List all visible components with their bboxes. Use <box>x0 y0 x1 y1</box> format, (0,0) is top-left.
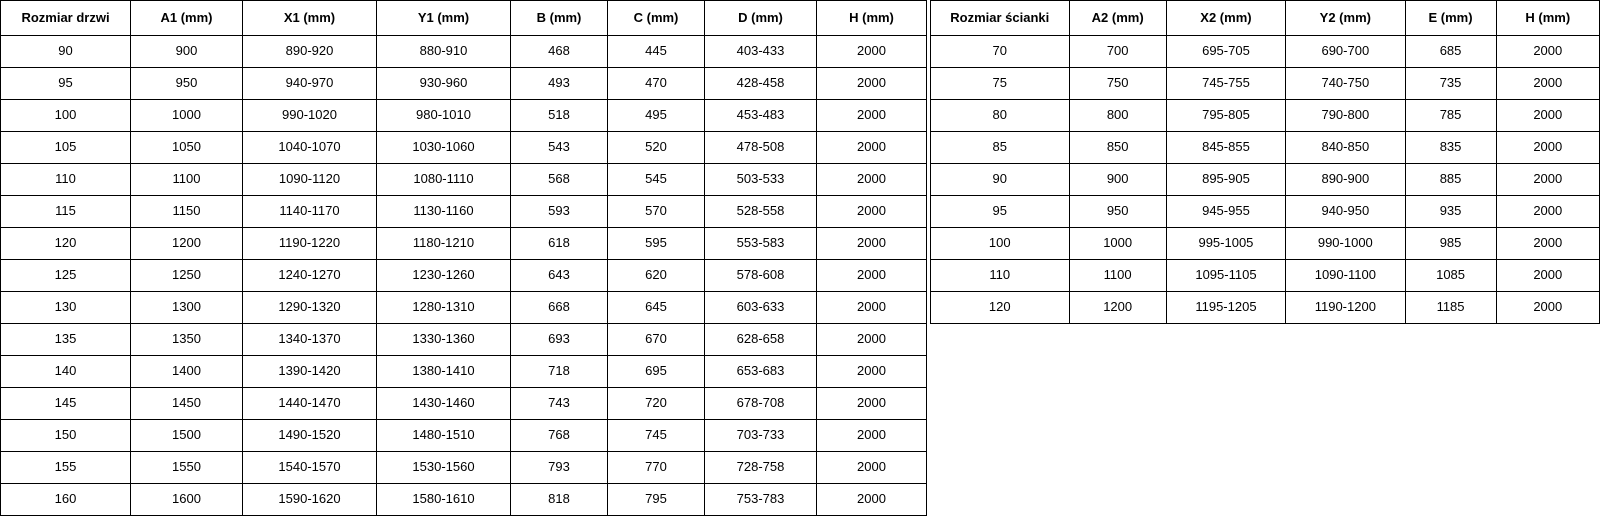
table-cell: 578-608 <box>705 260 817 292</box>
table-cell: 1040-1070 <box>243 132 377 164</box>
table-cell: 2000 <box>817 132 927 164</box>
table-cell: 1130-1160 <box>377 196 511 228</box>
table-row <box>1 132 927 164</box>
table-cell: 620 <box>608 260 705 292</box>
table-cell: 1530-1560 <box>377 452 511 484</box>
table-cell: 1000 <box>1069 228 1166 260</box>
table-cell: 1140-1170 <box>243 196 377 228</box>
table-cell: 543 <box>511 132 608 164</box>
table-cell: 1095-1105 <box>1166 260 1285 292</box>
table-cell: 750 <box>1069 68 1166 100</box>
table-cell: 518 <box>511 100 608 132</box>
table-cell: 110 <box>1 164 131 196</box>
table-row <box>931 196 1600 228</box>
table-cell: 735 <box>1405 68 1496 100</box>
column-header: C (mm) <box>608 1 705 36</box>
table-cell: 693 <box>511 324 608 356</box>
table-cell: 900 <box>131 36 243 68</box>
table-cell: 453-483 <box>705 100 817 132</box>
table-cell: 700 <box>1069 36 1166 68</box>
table-cell: 1430-1460 <box>377 388 511 420</box>
table-cell: 495 <box>608 100 705 132</box>
table-cell: 95 <box>931 196 1070 228</box>
table-cell: 2000 <box>817 292 927 324</box>
column-header: Rozmiar drzwi <box>1 1 131 36</box>
table-cell: 1240-1270 <box>243 260 377 292</box>
table-cell: 85 <box>931 132 1070 164</box>
table-cell: 2000 <box>817 164 927 196</box>
table-cell: 990-1000 <box>1286 228 1405 260</box>
table-cell: 895-905 <box>1166 164 1285 196</box>
table-cell: 753-783 <box>705 484 817 516</box>
table-cell: 703-733 <box>705 420 817 452</box>
table-cell: 2000 <box>817 100 927 132</box>
table-cell: 100 <box>1 100 131 132</box>
table-cell: 945-955 <box>1166 196 1285 228</box>
table-row <box>931 292 1600 324</box>
table-cell: 880-910 <box>377 36 511 68</box>
walls-size-table-container <box>930 0 1600 324</box>
table-cell: 1090-1120 <box>243 164 377 196</box>
table-cell: 818 <box>511 484 608 516</box>
walls-table-body <box>931 36 1600 324</box>
table-cell: 2000 <box>1496 260 1599 292</box>
table-header-row <box>931 1 1600 36</box>
table-cell: 1280-1310 <box>377 292 511 324</box>
walls-size-table <box>930 0 1600 324</box>
column-header: Y1 (mm) <box>377 1 511 36</box>
table-cell: 935 <box>1405 196 1496 228</box>
table-cell: 160 <box>1 484 131 516</box>
table-cell: 980-1010 <box>377 100 511 132</box>
table-cell: 1250 <box>131 260 243 292</box>
table-row <box>931 164 1600 196</box>
table-cell: 1190-1220 <box>243 228 377 260</box>
table-cell: 793 <box>511 452 608 484</box>
table-row <box>1 356 927 388</box>
table-cell: 890-920 <box>243 36 377 68</box>
table-cell: 670 <box>608 324 705 356</box>
table-row <box>931 36 1600 68</box>
table-cell: 528-558 <box>705 196 817 228</box>
table-row <box>1 420 927 452</box>
column-header: H (mm) <box>817 1 927 36</box>
table-cell: 1390-1420 <box>243 356 377 388</box>
table-cell: 995-1005 <box>1166 228 1285 260</box>
table-cell: 743 <box>511 388 608 420</box>
table-cell: 668 <box>511 292 608 324</box>
table-row <box>1 260 927 292</box>
table-cell: 545 <box>608 164 705 196</box>
column-header: Rozmiar ścianki <box>931 1 1070 36</box>
table-cell: 130 <box>1 292 131 324</box>
table-cell: 478-508 <box>705 132 817 164</box>
table-cell: 840-850 <box>1286 132 1405 164</box>
table-cell: 2000 <box>1496 36 1599 68</box>
table-cell: 940-950 <box>1286 196 1405 228</box>
table-cell: 1090-1100 <box>1286 260 1405 292</box>
table-cell: 678-708 <box>705 388 817 420</box>
table-row <box>931 260 1600 292</box>
table-cell: 2000 <box>817 420 927 452</box>
table-cell: 100 <box>931 228 1070 260</box>
column-header: A2 (mm) <box>1069 1 1166 36</box>
table-cell: 155 <box>1 452 131 484</box>
table-cell: 1180-1210 <box>377 228 511 260</box>
table-cell: 643 <box>511 260 608 292</box>
table-cell: 795-805 <box>1166 100 1285 132</box>
table-cell: 1490-1520 <box>243 420 377 452</box>
table-cell: 135 <box>1 324 131 356</box>
table-cell: 718 <box>511 356 608 388</box>
table-cell: 990-1020 <box>243 100 377 132</box>
table-cell: 890-900 <box>1286 164 1405 196</box>
table-cell: 445 <box>608 36 705 68</box>
table-cell: 1590-1620 <box>243 484 377 516</box>
table-cell: 885 <box>1405 164 1496 196</box>
table-cell: 950 <box>1069 196 1166 228</box>
table-cell: 105 <box>1 132 131 164</box>
table-cell: 2000 <box>817 484 927 516</box>
table-cell: 1550 <box>131 452 243 484</box>
table-cell: 520 <box>608 132 705 164</box>
column-header: D (mm) <box>705 1 817 36</box>
table-cell: 768 <box>511 420 608 452</box>
table-cell: 770 <box>608 452 705 484</box>
table-cell: 930-960 <box>377 68 511 100</box>
table-cell: 1230-1260 <box>377 260 511 292</box>
table-cell: 125 <box>1 260 131 292</box>
doors-table-head <box>1 1 927 36</box>
table-cell: 90 <box>931 164 1070 196</box>
table-cell: 2000 <box>1496 100 1599 132</box>
table-cell: 2000 <box>1496 164 1599 196</box>
table-cell: 1100 <box>1069 260 1166 292</box>
table-cell: 1600 <box>131 484 243 516</box>
table-row <box>931 68 1600 100</box>
table-cell: 950 <box>131 68 243 100</box>
table-cell: 1100 <box>131 164 243 196</box>
table-cell: 2000 <box>1496 132 1599 164</box>
table-cell: 140 <box>1 356 131 388</box>
table-row <box>1 452 927 484</box>
table-cell: 790-800 <box>1286 100 1405 132</box>
table-cell: 1030-1060 <box>377 132 511 164</box>
table-cell: 2000 <box>817 68 927 100</box>
table-cell: 1085 <box>1405 260 1496 292</box>
table-cell: 1050 <box>131 132 243 164</box>
table-row <box>1 388 927 420</box>
table-cell: 1150 <box>131 196 243 228</box>
table-row <box>1 36 927 68</box>
table-cell: 493 <box>511 68 608 100</box>
table-cell: 90 <box>1 36 131 68</box>
table-cell: 75 <box>931 68 1070 100</box>
table-cell: 695-705 <box>1166 36 1285 68</box>
table-cell: 2000 <box>817 324 927 356</box>
table-cell: 1200 <box>1069 292 1166 324</box>
table-cell: 120 <box>931 292 1070 324</box>
table-row <box>1 68 927 100</box>
table-header-row <box>1 1 927 36</box>
table-cell: 1330-1360 <box>377 324 511 356</box>
table-cell: 1350 <box>131 324 243 356</box>
table-row <box>1 228 927 260</box>
table-row <box>1 196 927 228</box>
table-cell: 1290-1320 <box>243 292 377 324</box>
walls-table-head <box>931 1 1600 36</box>
table-cell: 603-633 <box>705 292 817 324</box>
table-cell: 2000 <box>817 388 927 420</box>
column-header: B (mm) <box>511 1 608 36</box>
table-cell: 1195-1205 <box>1166 292 1285 324</box>
table-cell: 940-970 <box>243 68 377 100</box>
table-cell: 728-758 <box>705 452 817 484</box>
table-cell: 628-658 <box>705 324 817 356</box>
table-cell: 593 <box>511 196 608 228</box>
table-cell: 468 <box>511 36 608 68</box>
table-cell: 568 <box>511 164 608 196</box>
table-cell: 503-533 <box>705 164 817 196</box>
table-cell: 1000 <box>131 100 243 132</box>
table-cell: 428-458 <box>705 68 817 100</box>
table-cell: 785 <box>1405 100 1496 132</box>
table-cell: 720 <box>608 388 705 420</box>
table-cell: 900 <box>1069 164 1166 196</box>
table-row <box>1 484 927 516</box>
table-cell: 2000 <box>817 452 927 484</box>
doors-table-body <box>1 36 927 516</box>
table-cell: 695 <box>608 356 705 388</box>
table-cell: 645 <box>608 292 705 324</box>
table-cell: 690-700 <box>1286 36 1405 68</box>
table-cell: 845-855 <box>1166 132 1285 164</box>
table-cell: 595 <box>608 228 705 260</box>
table-cell: 835 <box>1405 132 1496 164</box>
table-cell: 745-755 <box>1166 68 1285 100</box>
table-cell: 1440-1470 <box>243 388 377 420</box>
table-row <box>1 164 927 196</box>
table-cell: 795 <box>608 484 705 516</box>
table-cell: 150 <box>1 420 131 452</box>
table-cell: 618 <box>511 228 608 260</box>
column-header: Y2 (mm) <box>1286 1 1405 36</box>
table-cell: 1450 <box>131 388 243 420</box>
table-cell: 1540-1570 <box>243 452 377 484</box>
table-cell: 1080-1110 <box>377 164 511 196</box>
table-cell: 685 <box>1405 36 1496 68</box>
table-cell: 2000 <box>817 260 927 292</box>
table-cell: 2000 <box>1496 228 1599 260</box>
column-header: E (mm) <box>1405 1 1496 36</box>
table-cell: 1580-1610 <box>377 484 511 516</box>
table-row <box>931 132 1600 164</box>
table-cell: 570 <box>608 196 705 228</box>
table-cell: 1500 <box>131 420 243 452</box>
table-row <box>1 292 927 324</box>
table-cell: 1190-1200 <box>1286 292 1405 324</box>
table-cell: 95 <box>1 68 131 100</box>
table-row <box>1 100 927 132</box>
table-cell: 1200 <box>131 228 243 260</box>
table-cell: 120 <box>1 228 131 260</box>
table-cell: 745 <box>608 420 705 452</box>
table-cell: 2000 <box>1496 196 1599 228</box>
table-cell: 850 <box>1069 132 1166 164</box>
table-cell: 985 <box>1405 228 1496 260</box>
column-header: X2 (mm) <box>1166 1 1285 36</box>
table-cell: 1300 <box>131 292 243 324</box>
table-cell: 1185 <box>1405 292 1496 324</box>
table-cell: 2000 <box>817 36 927 68</box>
table-cell: 553-583 <box>705 228 817 260</box>
table-cell: 1480-1510 <box>377 420 511 452</box>
table-cell: 2000 <box>817 196 927 228</box>
table-row <box>1 324 927 356</box>
column-header: H (mm) <box>1496 1 1599 36</box>
column-header: X1 (mm) <box>243 1 377 36</box>
table-cell: 1400 <box>131 356 243 388</box>
table-cell: 80 <box>931 100 1070 132</box>
table-cell: 1380-1410 <box>377 356 511 388</box>
table-cell: 115 <box>1 196 131 228</box>
table-cell: 2000 <box>817 228 927 260</box>
table-cell: 653-683 <box>705 356 817 388</box>
table-cell: 800 <box>1069 100 1166 132</box>
table-cell: 2000 <box>1496 292 1599 324</box>
table-cell: 470 <box>608 68 705 100</box>
table-cell: 110 <box>931 260 1070 292</box>
table-cell: 70 <box>931 36 1070 68</box>
table-cell: 2000 <box>817 356 927 388</box>
table-cell: 740-750 <box>1286 68 1405 100</box>
table-cell: 145 <box>1 388 131 420</box>
column-header: A1 (mm) <box>131 1 243 36</box>
table-cell: 2000 <box>1496 68 1599 100</box>
table-cell: 1340-1370 <box>243 324 377 356</box>
table-row <box>931 100 1600 132</box>
table-row <box>931 228 1600 260</box>
table-cell: 403-433 <box>705 36 817 68</box>
